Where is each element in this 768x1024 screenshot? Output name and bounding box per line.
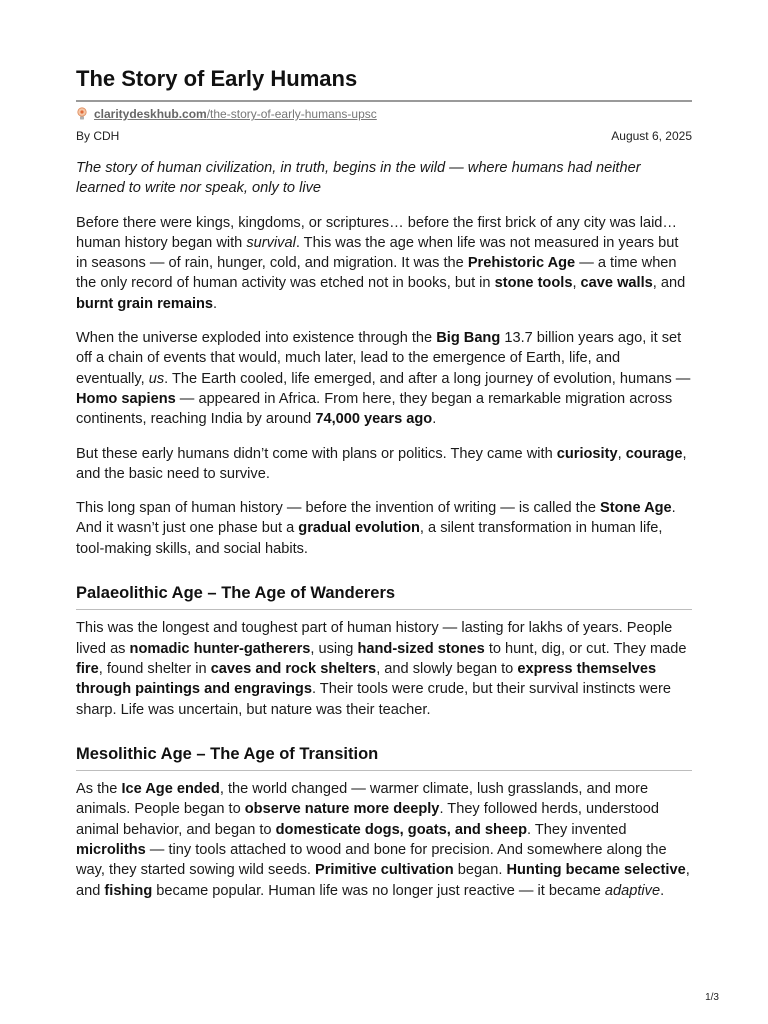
heading-mesolithic: Mesolithic Age – The Age of Transition bbox=[76, 744, 692, 771]
heading-palaeolithic: Palaeolithic Age – The Age of Wanderers bbox=[76, 583, 692, 610]
article-body bbox=[76, 158, 692, 915]
source-link[interactable] bbox=[94, 107, 377, 121]
publish-date: August 6, 2025 bbox=[611, 129, 692, 143]
paragraph-big-bang: When the universe exploded into existence through the Big Bang 13.7 billion years ago, it set off a chain of events that would, much later, lead to the emergence of Earth, life, and eventually, us. The Earth cooled, life emerged, and after a long journey of evolution, humans — Homo sapiens — appeared in Africa. From here, they began a remarkable migration across continents, reaching India by around 74,000 years ago. bbox=[76, 330, 691, 428]
page-number: 1/3 bbox=[705, 992, 719, 1003]
paragraph-mesolithic: As the Ice Age ended, the world changed — warmer climate, lush grasslands, and more animals. People began to observe nature more deeply. They followed herds, understood animal behavior, and began to domesticate dogs, goats, and sheep. They invented microliths — tiny tools attached to wood and bone for precision. And somewhere along the way, they started sowing wild seeds. Primitive cultivation began. Hunting became selective, and fishing became popular. Human life was no longer just reactive — it became adaptive. bbox=[76, 781, 690, 899]
lead-paragraph: The story of human civilization, in truth, begins in the wild — where humans had neither learned to write nor speak, only to live bbox=[76, 160, 641, 197]
page-title: The Story of Early Humans bbox=[76, 66, 358, 91]
paragraph-stone-age: This long span of human history — before the invention of writing — is called the Stone Age. And it wasn’t just one phase but a gradual evolution, a silent transformation in human life, tool-making skills, and social habits. bbox=[76, 500, 676, 557]
source-domain: claritydeskhub.com bbox=[94, 107, 207, 121]
source-path: /the-story-of-early-humans-upsc bbox=[206, 107, 377, 121]
author: By CDH bbox=[76, 129, 120, 143]
lightbulb-favicon-icon bbox=[76, 107, 88, 121]
paragraph-prehistoric: Before there were kings, kingdoms, or scriptures… before the first brick of any city was laid… human history began with survival. This was the age when life was not measured in years but in seasons — of rain, hunger, cold, and migration. It was the Prehistoric Age — a time when the only record of human activity was etched not in books, but in stone tools, cave walls, and burnt grain remains. bbox=[76, 214, 686, 312]
source-line bbox=[76, 107, 377, 121]
paragraph-early-humans: But these early humans didn’t come with plans or politics. They came with curiosity, courage, and the basic need to survive. bbox=[76, 445, 687, 482]
paragraph-palaeolithic: This was the longest and toughest part of human history — lasting for lakhs of years. People lived as nomadic hunter-gatherers, using hand-sized stones to hunt, dig, or cut. They made fire, found shelter in caves and rock shelters, and slowly began to express themselves through paintings and engravings. Their tools were crude, but their survival instincts were sharp. Life was uncertain, but nature was their teacher. bbox=[76, 620, 687, 718]
title-divider bbox=[76, 100, 692, 102]
